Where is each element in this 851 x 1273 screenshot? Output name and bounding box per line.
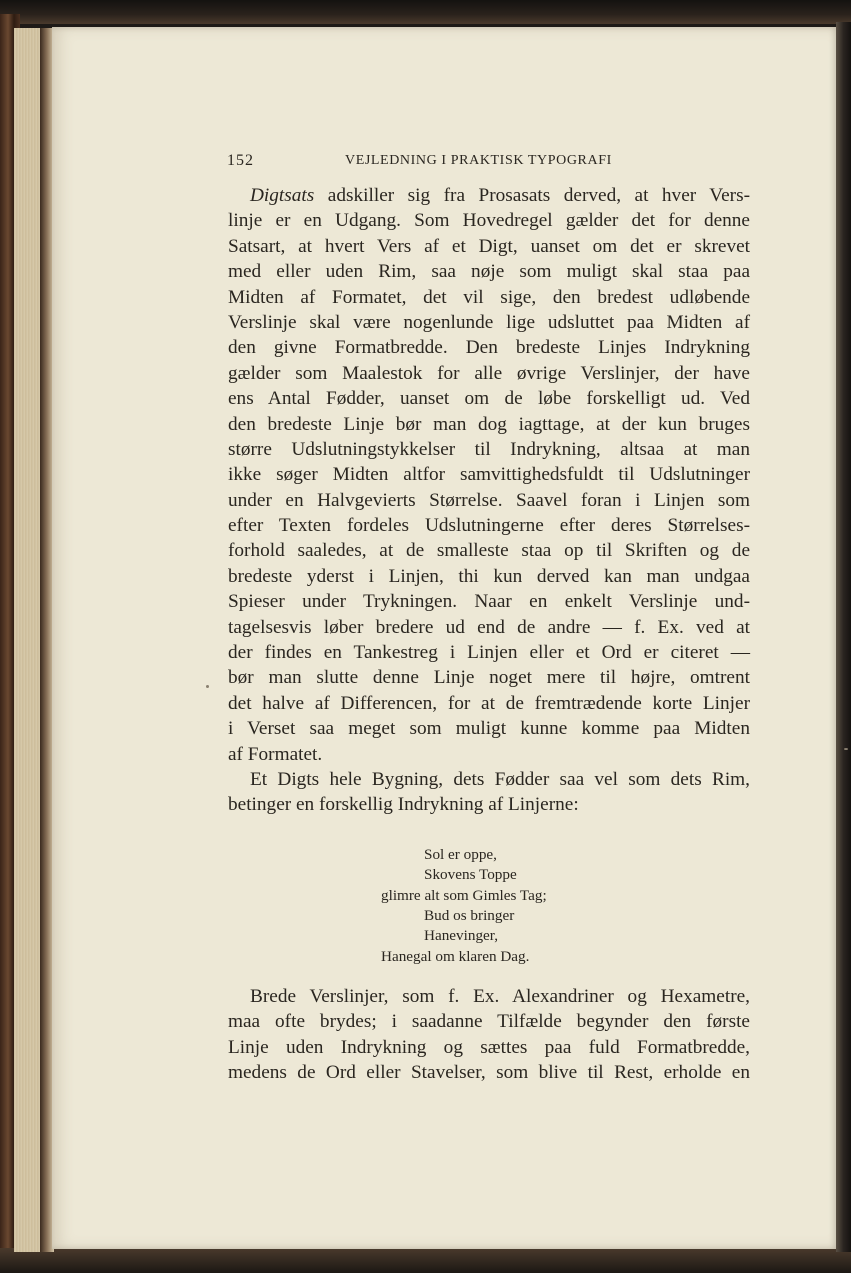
text-line: større Udslutningstykkelser til Indrykning, altsaa at man (228, 438, 750, 460)
page-header (227, 152, 757, 176)
text-line-rest: adskiller sig fra Prosasats derved, at hver Vers- (314, 185, 750, 206)
text-line: Verslinje skal være nogenlunde lige udsluttet paa Midten af (228, 311, 750, 333)
text-line: den givne Formatbredde. Den bredeste Linjes Indrykning (228, 337, 750, 359)
text-line: Satsart, at hvert Vers af et Digt, uanset om det er skrevet (228, 235, 750, 257)
poem-line: Hanegal om klaren Dag. (381, 947, 530, 965)
text-line: forhold saaledes, at de smalleste staa op til Skriften og de (228, 540, 750, 562)
text-line: medens de Ord eller Stavelser, som blive til Rest, erholde en (228, 1062, 750, 1084)
text-line: ikke søger Midten altfor samvittighedsfuldt til Udslutninger (228, 464, 750, 486)
text-line: gælder som Maalestok for alle øvrige Verslinjer, der have (228, 362, 750, 384)
poem-line: Hanevinger, (424, 927, 499, 945)
text-line: Brede Verslinjer, som f. Ex. Alexandriner og Hexametre, (250, 986, 750, 1007)
text-line: Spieser under Trykningen. Naar en enkelt Verslinje und- (228, 591, 750, 613)
text-line: tagelsesvis løber bredere ud end de andre — f. Ex. ved at (228, 616, 750, 638)
text-line: bredeste yderst i Linjen, thi kun derved kan man undgaa (228, 565, 750, 587)
poem-line: glimre alt som Gimles Tag; (381, 886, 547, 904)
text-line: under en Halvgevierts Størrelse. Saavel foran i Linjen som (228, 489, 750, 511)
text-line (228, 183, 750, 208)
text-line: linje er en Udgang. Som Hovedregel gælder det for denne (228, 210, 750, 232)
text-line: i Verset saa meget som muligt kunne komme paa Midten (228, 718, 750, 740)
text-line: Midten af Formatet, det vil sige, den bredest udløbende (228, 286, 750, 308)
text-line: betinger en forskellig Indrykning af Linjerne: (228, 794, 579, 816)
running-title: VEJLEDNING I PRAKTISK TYPOGRAFI (345, 153, 612, 168)
text-line: med eller uden Rim, saa nøje som muligt skal staa paa (228, 261, 750, 283)
text-line: efter Texten fordeles Udslutningerne efter deres Størrelses- (228, 515, 750, 537)
text-line: den bredeste Linje bør man dog iagttage, at der kun bruges (228, 413, 750, 435)
paper-speck (844, 748, 848, 750)
poem-line: Bud os bringer (424, 906, 515, 924)
text-line: der findes en Tankestreg i Linjen eller et Ord er citeret — (228, 642, 750, 664)
text-line: ens Antal Fødder, uanset om de løbe forskelligt ud. Ved (228, 388, 750, 410)
text-line: af Formatet. (228, 743, 323, 765)
paper-speck (206, 685, 209, 688)
text-line: Et Digts hele Bygning, dets Fødder saa vel som dets Rim, (250, 768, 750, 790)
main-text (228, 183, 750, 818)
emphasized-term: Digtsats (250, 185, 315, 206)
poem-line: Sol er oppe, (424, 846, 497, 863)
text-line: det halve af Differencen, for at de fremtrædende korte Linjer (228, 692, 750, 714)
text-line: bør man slutte denne Linje noget mere til højre, omtrent (228, 667, 750, 689)
page-edge-right (836, 22, 851, 1252)
book-cover-bottom (0, 1248, 851, 1273)
page-number: 152 (227, 152, 254, 169)
text-line: Linje uden Indrykning og sættes paa fuld Formatbredde, (228, 1036, 750, 1058)
text-line: maa ofte brydes; i saadanne Tilfælde begynder den første (228, 1011, 750, 1033)
book-cover-top (0, 0, 851, 24)
main-text-continued (228, 984, 750, 1086)
poem-line: Skovens Toppe (424, 866, 517, 884)
